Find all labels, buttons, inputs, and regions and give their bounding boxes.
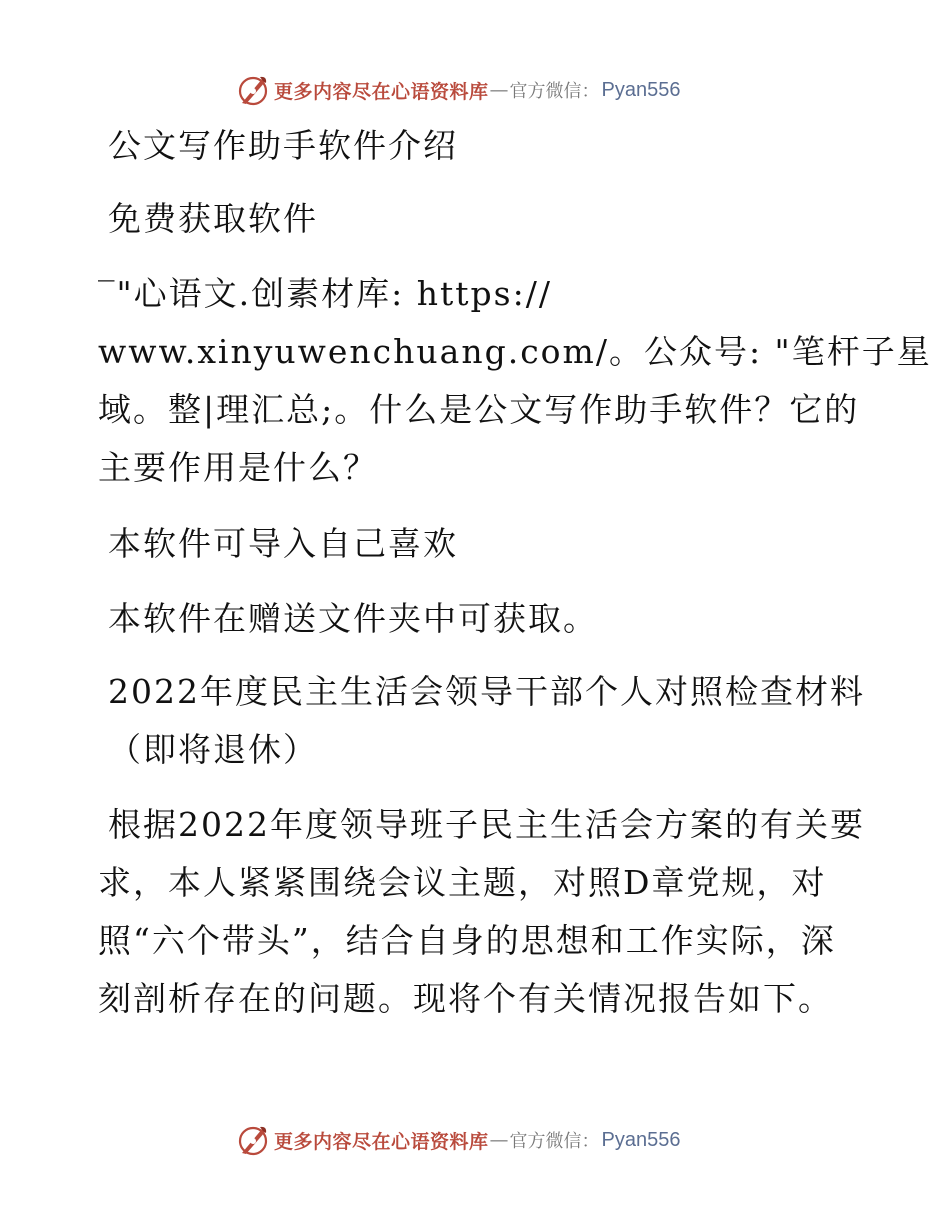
banner-wechat-id: Pyan556 xyxy=(601,1128,681,1151)
banner-brand-text: 更多内容尽在心语资料库 xyxy=(274,1130,489,1153)
import-line xyxy=(98,515,858,573)
intro-paragraph xyxy=(98,265,932,497)
doc-subheading-text: 免费获取软件 xyxy=(108,199,318,238)
doc-heading-text: 公文写作助手软件介绍 xyxy=(108,126,458,165)
banner-brand-text: 更多内容尽在心语资料库 xyxy=(274,80,489,103)
obtain-line xyxy=(98,590,858,648)
intro-line: www.xinyuwenchuang.com/。公众号: "笔杆子星 xyxy=(98,332,932,371)
banner-wechat-id: Pyan556 xyxy=(601,78,681,101)
banner-wechat-label: 官方微信： xyxy=(509,1131,600,1152)
quill-pen-logo-icon xyxy=(236,73,270,107)
body-line: 求，本人紧紧围绕会议主题，对照D章党规，对 xyxy=(98,863,827,902)
material-title xyxy=(98,663,865,779)
quill-pen-logo-icon xyxy=(236,1123,270,1157)
material-title-line: （即将退休） xyxy=(108,730,318,769)
banner-dash: — xyxy=(489,79,509,101)
intro-line: ‾"心语文.创素材库: https:// xyxy=(98,274,552,313)
header-banner-content xyxy=(236,70,680,110)
intro-line: 主要作用是什么？ xyxy=(98,448,378,487)
body-line: 刻剖析存在的问题。现将个有关情况报告如下。 xyxy=(98,979,833,1018)
footer-banner-content xyxy=(236,1120,680,1160)
import-line-text: 本软件可导入自己喜欢 xyxy=(108,524,458,563)
obtain-line-text: 本软件在赠送文件夹中可获取。 xyxy=(108,599,598,638)
body-line: 根据2022年度领导班子民主生活会方案的有关要 xyxy=(108,805,865,844)
doc-heading xyxy=(98,117,858,175)
material-title-line: 2022年度民主生活会领导干部个人对照检查材料 xyxy=(108,672,865,711)
banner-dash: — xyxy=(489,1129,509,1151)
body-line: 照“六个带头”，结合自身的思想和工作实际，深 xyxy=(98,921,836,960)
banner-wechat-label: 官方微信： xyxy=(509,81,600,102)
intro-line: 域。整|理汇总;。什么是公文写作助手软件？它的 xyxy=(98,390,860,429)
header-banner xyxy=(0,70,950,110)
footer-banner xyxy=(0,1120,950,1160)
body-paragraph xyxy=(98,796,865,1028)
doc-subheading xyxy=(98,190,858,248)
